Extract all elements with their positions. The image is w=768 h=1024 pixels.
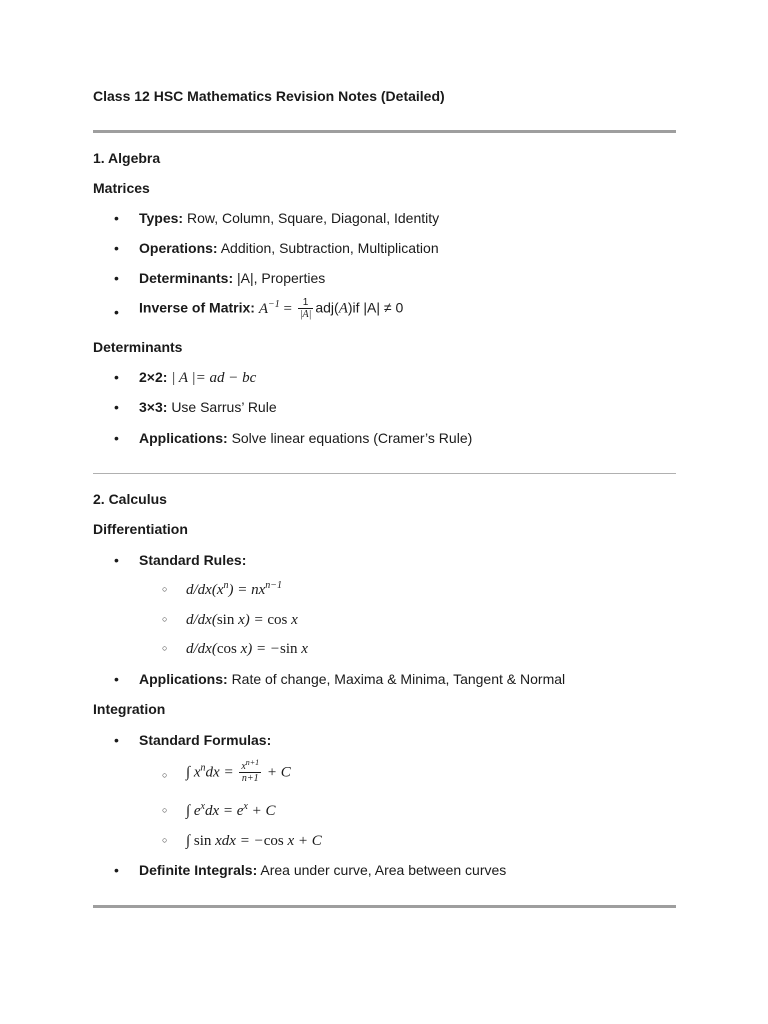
item-label: Applications: [139, 430, 228, 446]
item-text: |A|, Properties [237, 270, 326, 286]
math-expression: ∫ $x^ndx$ = $\frac{x^{n+1}}{n+1}$ + C [186, 758, 291, 784]
matrices-heading: Matrices [93, 180, 150, 196]
section-divider [93, 130, 676, 133]
item-text: Solve linear equations (Cramer’s Rule) [231, 430, 473, 446]
item-label: Standard Formulas: [139, 732, 272, 748]
item-text: Use Sarrus’ Rule [171, 399, 277, 415]
math-expression: | A |= ad − bc [171, 370, 257, 386]
math-expression: ∫ $e^xdx = e^x + C$ [186, 801, 276, 819]
integration-heading: Integration [93, 701, 166, 717]
calculus-heading: 2. Calculus [93, 491, 167, 507]
differentiation-heading: Differentiation [93, 521, 188, 537]
item-text: if |A| ≠ 0 [352, 299, 404, 316]
document-title: Class 12 HSC Mathematics Revision Notes (Detailed) [93, 88, 445, 104]
section-divider [93, 905, 676, 908]
item-text: Addition, Subtraction, Multiplication [220, 240, 439, 256]
item-text: Row, Column, Square, Diagonal, Identity [186, 210, 440, 226]
math-expression: $d/dx(x^n) = nx^{n-1}$ [186, 580, 283, 598]
item-label: Definite Integrals: [139, 862, 258, 878]
item-label: Standard Rules: [139, 552, 247, 568]
item-label: Determinants: [139, 270, 234, 286]
section-divider [93, 473, 676, 474]
determinants-heading: Determinants [93, 339, 183, 355]
fraction: $\frac{1}{|A|}$ [299, 297, 312, 320]
item-label: Inverse of Matrix: [139, 299, 255, 316]
fraction: $\frac{x^{n+1}}{n+1}$ [241, 758, 260, 784]
math-expression: d/dx(sin x) = cos x [186, 612, 298, 628]
math-expression: $A^{-1}$ = [258, 298, 296, 317]
item-text: Area under curve, Area between curves [260, 862, 507, 878]
item-label: Applications: [139, 671, 228, 687]
item-label: Operations: [139, 240, 218, 256]
item-text: Rate of change, Maxima & Minima, Tangent & Normal [231, 671, 566, 687]
algebra-heading: 1. Algebra [93, 150, 161, 166]
item-label: 3×3: [139, 399, 168, 415]
math-expression: d/dx(cos x) = −sin x [186, 641, 308, 657]
math-expression: ∫ sin xdx = −cos x + C [186, 833, 322, 849]
item-label: 2×2: [139, 369, 168, 385]
item-label: Types: [139, 210, 184, 226]
